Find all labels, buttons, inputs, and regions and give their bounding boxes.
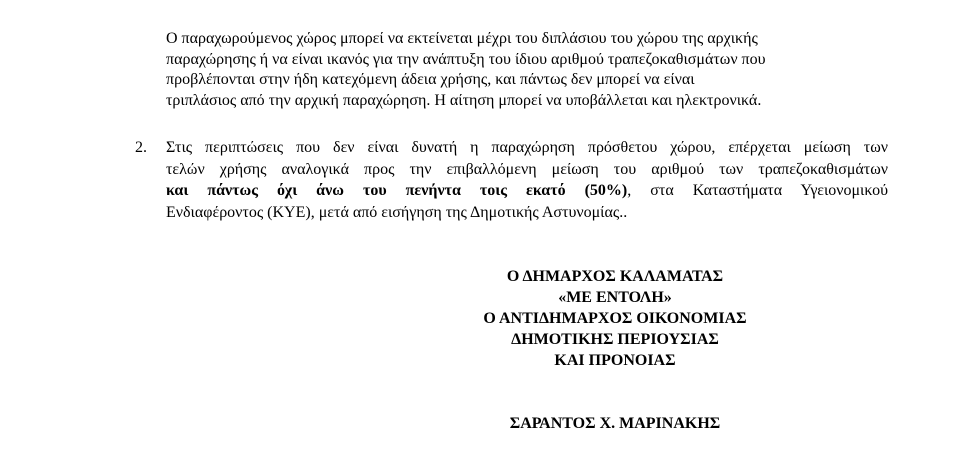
item-line: Ενδιαφέροντος (ΚΥΕ), μετά από εισήγηση της Δημοτικής Αστυνομίας..: [166, 203, 628, 221]
item-body: [166, 137, 888, 223]
item-line-rest: , στα Καταστήματα Υγειονομικού: [627, 182, 888, 199]
signature-title-line: Ο ΑΝΤΙΔΗΜΑΡΧΟΣ ΟΙΚΟΝΟΜΙΑΣ: [483, 310, 747, 327]
paragraph-line: τριπλάσιος από την αρχική παραχώρηση. Η αίτηση μπορεί να υποβάλλεται και ηλεκτρονικά.: [166, 91, 762, 109]
item-line: τελών χρήσης αναλογικά προς την επιβαλλόμενη μείωση του αριθμού των τραπεζοκαθισμάτων: [166, 160, 888, 178]
paragraph-line: Ο παραχωρούμενος χώρος μπορεί να εκτείνεται μέχρι του διπλάσιου του χώρου της αρχικής: [166, 30, 758, 47]
paragraph-line: παραχώρησης ή να είναι ικανός για την ανάπτυξη του ίδιου αριθμού τραπεζοκαθισμάτων που: [166, 50, 766, 68]
signature-block: [440, 266, 790, 434]
paragraph-continuation: [166, 29, 866, 111]
item-line-mixed: [166, 180, 888, 202]
signature-title-line: ΔΗΜΟΤΙΚΗΣ ΠΕΡΙΟΥΣΙΑΣ: [511, 331, 719, 348]
signature-title-line: Ο ΔΗΜΑΡΧΟΣ ΚΑΛΑΜΑΤΑΣ: [506, 268, 724, 285]
paragraph-line: προβλέπονται στην ήδη κατεχόμενη άδεια χρήσης, και πάντως δεν μπορεί να είναι: [166, 71, 695, 88]
item-number: 2.: [135, 139, 147, 156]
item-line: Στις περιπτώσεις που δεν είναι δυνατή η παραχώρηση πρόσθετου χώρου, επέρχεται μείωση των: [166, 139, 888, 156]
bold-emphasis: και πάντως όχι άνω του πενήντα τοις εκατό (50%): [166, 182, 628, 199]
signature-title-line: ΚΑΙ ΠΡΟΝΟΙΑΣ: [554, 352, 676, 369]
signer-name: ΣΑΡΑΝΤΟΣ Χ. ΜΑΡΙΝΑΚΗΣ: [509, 415, 721, 432]
signature-title-line: «ΜΕ ΕΝΤΟΛΗ»: [558, 289, 672, 306]
